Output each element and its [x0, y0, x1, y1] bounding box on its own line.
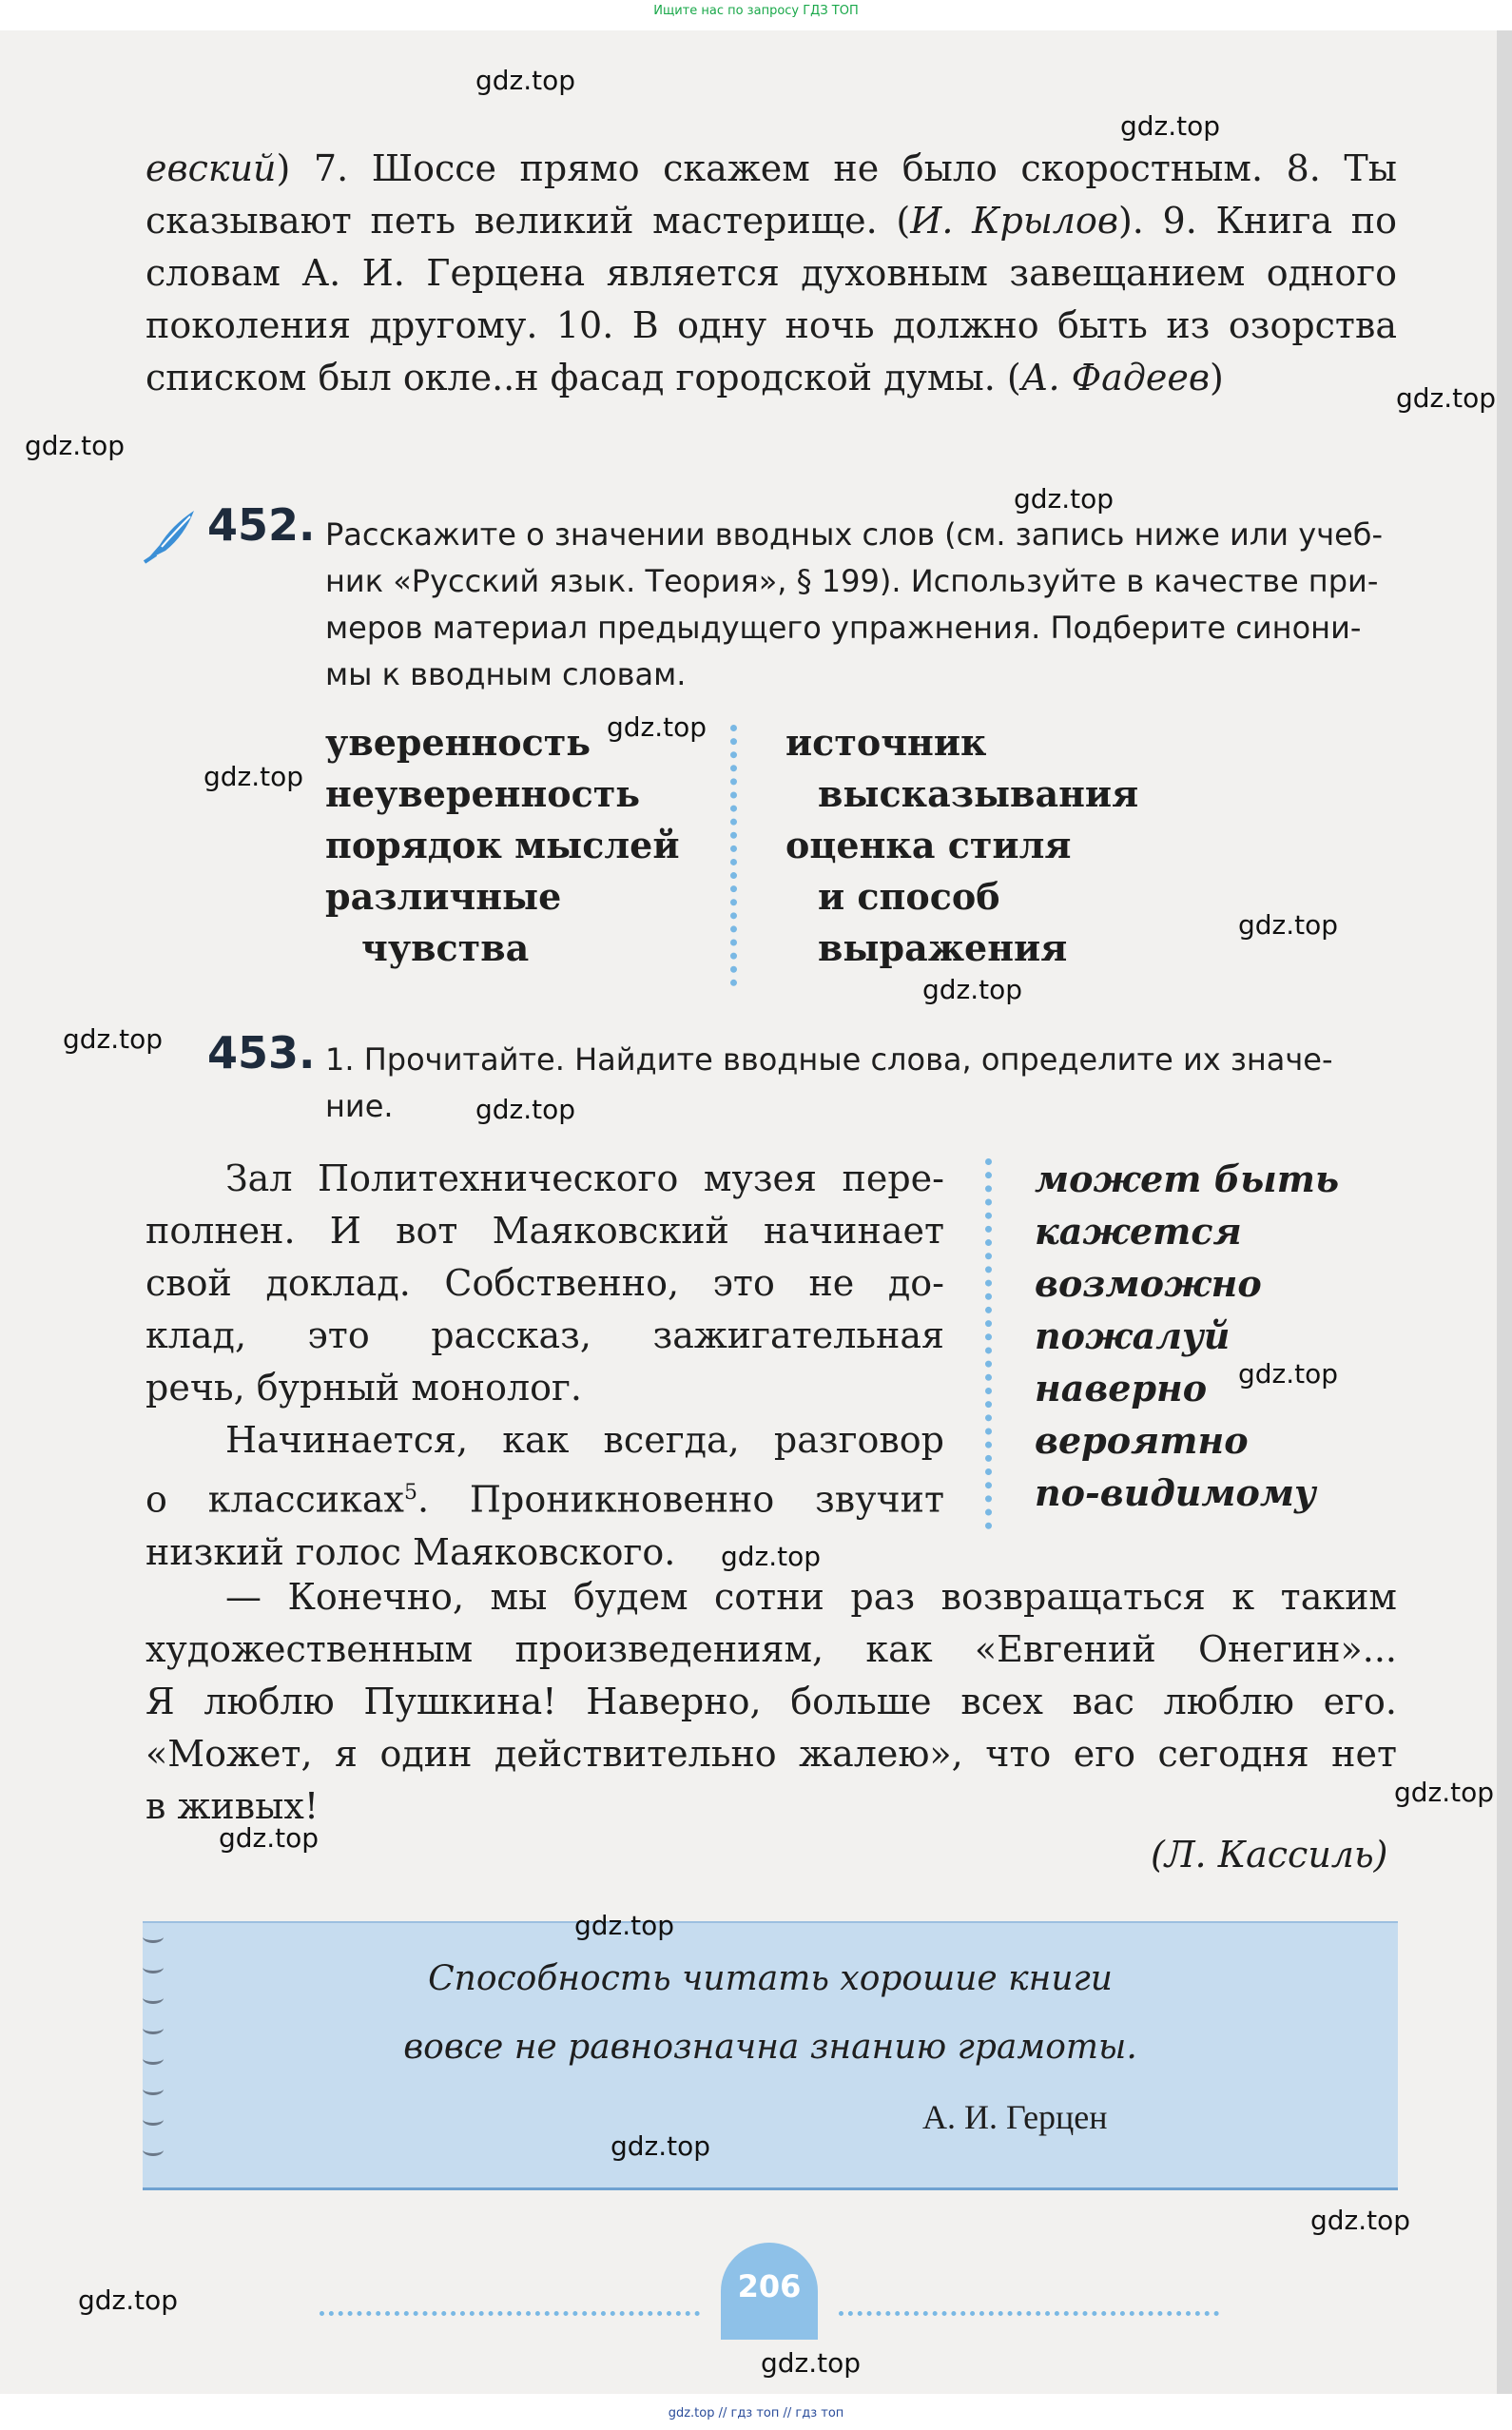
exercise-452-number: 452.: [207, 499, 316, 551]
watermark: gdz.top: [78, 2284, 179, 2316]
ex453-task-line-1: 1. Прочитайте. Найдите вводные слова, определите их значе-: [325, 1041, 1333, 1078]
watermark: gdz.top: [25, 430, 126, 461]
intro-word-4: пожалуй: [1035, 1314, 1231, 1357]
watermark: gdz.top: [1396, 382, 1497, 414]
quote-line-1: Способность читать хорошие книги: [428, 1959, 1113, 1998]
spiral-binding-icon: [143, 1992, 164, 2004]
ex452-line-1: Расскажите о значении вводных слов (см. запись ниже или учеб-: [325, 516, 1384, 553]
right-col-item-1: источник: [785, 721, 987, 764]
intro-word-6: вероятно: [1035, 1419, 1249, 1462]
cont-text-2: ). 9. Книга по словам А. И. Герцена является духовным завещанием одного поколения другому. 10. В одну ночь должно быть из озорства списком был окле..н фасад городской думы. (: [145, 200, 1397, 399]
watermark: gdz.top: [611, 2130, 711, 2162]
column-divider-452: [730, 725, 737, 986]
cont-italic-3: А. Фадеев: [1020, 357, 1211, 399]
watermark: gdz.top: [63, 1023, 164, 1055]
narrative-line-1: Зал Политехнического музея пере-: [225, 1157, 944, 1199]
right-col-item-3: оценка стиля: [785, 824, 1072, 866]
right-col-item-2: высказывания: [818, 772, 1139, 815]
dialogue-line-4: «Может, я один действительно жалею», что его сегодня нет: [145, 1733, 1397, 1775]
intro-word-2: кажется: [1035, 1210, 1242, 1253]
intro-word-7: по-видимому: [1035, 1471, 1316, 1514]
exercise-453-number: 453.: [207, 1027, 316, 1079]
page-number-dots-right: [839, 2311, 1219, 2316]
watermark: gdz.top: [761, 2347, 862, 2379]
narrative-line-7b: . Проникновенно звучит: [417, 1478, 944, 1521]
watermark: gdz.top: [204, 761, 304, 792]
watermark: gdz.top: [1238, 909, 1339, 941]
cont-text-1: ) 7. Шоссе прямо скажем не было скоростным. 8. Ты сказывают петь великий мастерище. (: [145, 147, 1397, 242]
quote-line-2: вовсе не равнозначна знанию грамоты.: [403, 2028, 1137, 2067]
intro-word-5: наверно: [1035, 1367, 1208, 1409]
right-col-item-4: и способ: [818, 875, 1000, 918]
pen-icon: [143, 507, 198, 564]
spiral-binding-icon: [143, 1961, 164, 1973]
intro-word-3: возможно: [1035, 1262, 1262, 1305]
continuation-text: [145, 143, 1397, 404]
spiral-binding-icon: [143, 2052, 164, 2065]
intro-word-1: может быть: [1035, 1157, 1340, 1200]
ex453-task-line-2: ние.: [325, 1088, 394, 1124]
watermark: gdz.top: [922, 974, 1023, 1005]
narrative-line-3: свой доклад. Собственно, это не до-: [145, 1262, 944, 1304]
narrative-line-7a: о классиках: [145, 1478, 404, 1521]
introductory-words-list: [1035, 1153, 1339, 1519]
ex452-line-2: ник «Русский язык. Теория», § 199). Используйте в качестве при-: [325, 563, 1379, 599]
footnote-mark: 5: [403, 1481, 417, 1505]
narrative-line-7: [145, 1467, 944, 1526]
left-col-item-5: чувства: [361, 926, 530, 969]
watermark: gdz.top: [219, 1822, 320, 1854]
cont-italic-2: И. Крылов: [910, 200, 1118, 242]
cont-text-3: ): [1210, 357, 1224, 399]
narrative-line-8: низкий голос Маяковского.: [145, 1530, 676, 1573]
watermark: gdz.top: [1014, 483, 1115, 515]
ex452-line-3: меров материал предыдущего упражнения. Подберите синони-: [325, 610, 1362, 646]
watermark: gdz.top: [1394, 1777, 1495, 1808]
left-col-item-2: неуверенность: [325, 772, 641, 815]
narrative-line-4: клад, это рассказ, зажигательная: [145, 1314, 944, 1356]
watermark: gdz.top: [1238, 1358, 1339, 1390]
watermark: gdz.top: [1120, 110, 1221, 142]
spiral-binding-icon: [143, 2083, 164, 2095]
dialogue-line-3: Я люблю Пушкина! Наверно, больше всех вас люблю его.: [145, 1681, 1397, 1722]
narrative-line-5: речь, бурный монолог.: [145, 1367, 582, 1409]
column-divider-453: [985, 1158, 992, 1529]
narrative-text: [145, 1153, 944, 1579]
narrative-line-6: Начинается, как всегда, разговор: [225, 1419, 944, 1461]
watermark: gdz.top: [574, 1910, 675, 1941]
spiral-binding-icon: [143, 2113, 164, 2126]
ex452-line-4: мы к вводным словам.: [325, 656, 687, 692]
bottom-notice: gdz.top // гдз топ // гдз топ: [668, 2406, 844, 2420]
spiral-binding-icon: [143, 2022, 164, 2034]
exercise-452-task: [325, 512, 1398, 698]
dialogue-line-1: — Конечно, мы будем сотни раз возвращаться к таким: [225, 1576, 1397, 1618]
dialogue-text: [145, 1571, 1397, 1833]
watermark: gdz.top: [1310, 2205, 1411, 2236]
source-attribution: (Л. Кассиль): [1151, 1834, 1388, 1876]
watermark: gdz.top: [607, 711, 708, 743]
left-col-item-4: различные: [325, 875, 562, 918]
spiral-binding-icon: [143, 2144, 164, 2156]
narrative-line-2: полнен. И вот Маяковский начинает: [145, 1210, 944, 1252]
page-number-dots-left: [320, 2311, 700, 2316]
left-col-item-1: уверенность: [325, 721, 591, 764]
cont-italic-1: евский: [145, 147, 277, 189]
watermark: gdz.top: [475, 65, 576, 96]
spiral-binding-icon: [143, 1931, 164, 1943]
watermark: gdz.top: [721, 1541, 822, 1572]
quote-box: [143, 1921, 1398, 2190]
dialogue-line-2: художественным произведениям, как «Евгений Онегин»...: [145, 1628, 1397, 1670]
right-col-item-5: выражения: [818, 926, 1068, 969]
dialogue-line-5: в живых!: [145, 1785, 320, 1827]
left-col-item-3: порядок мыслей: [325, 824, 680, 866]
quote-author: А. И. Герцен: [922, 2098, 1108, 2136]
top-notice: Ищите нас по запросу ГДЗ ТОП: [653, 4, 859, 18]
watermark: gdz.top: [475, 1094, 576, 1125]
page-number: 206: [721, 2243, 818, 2340]
